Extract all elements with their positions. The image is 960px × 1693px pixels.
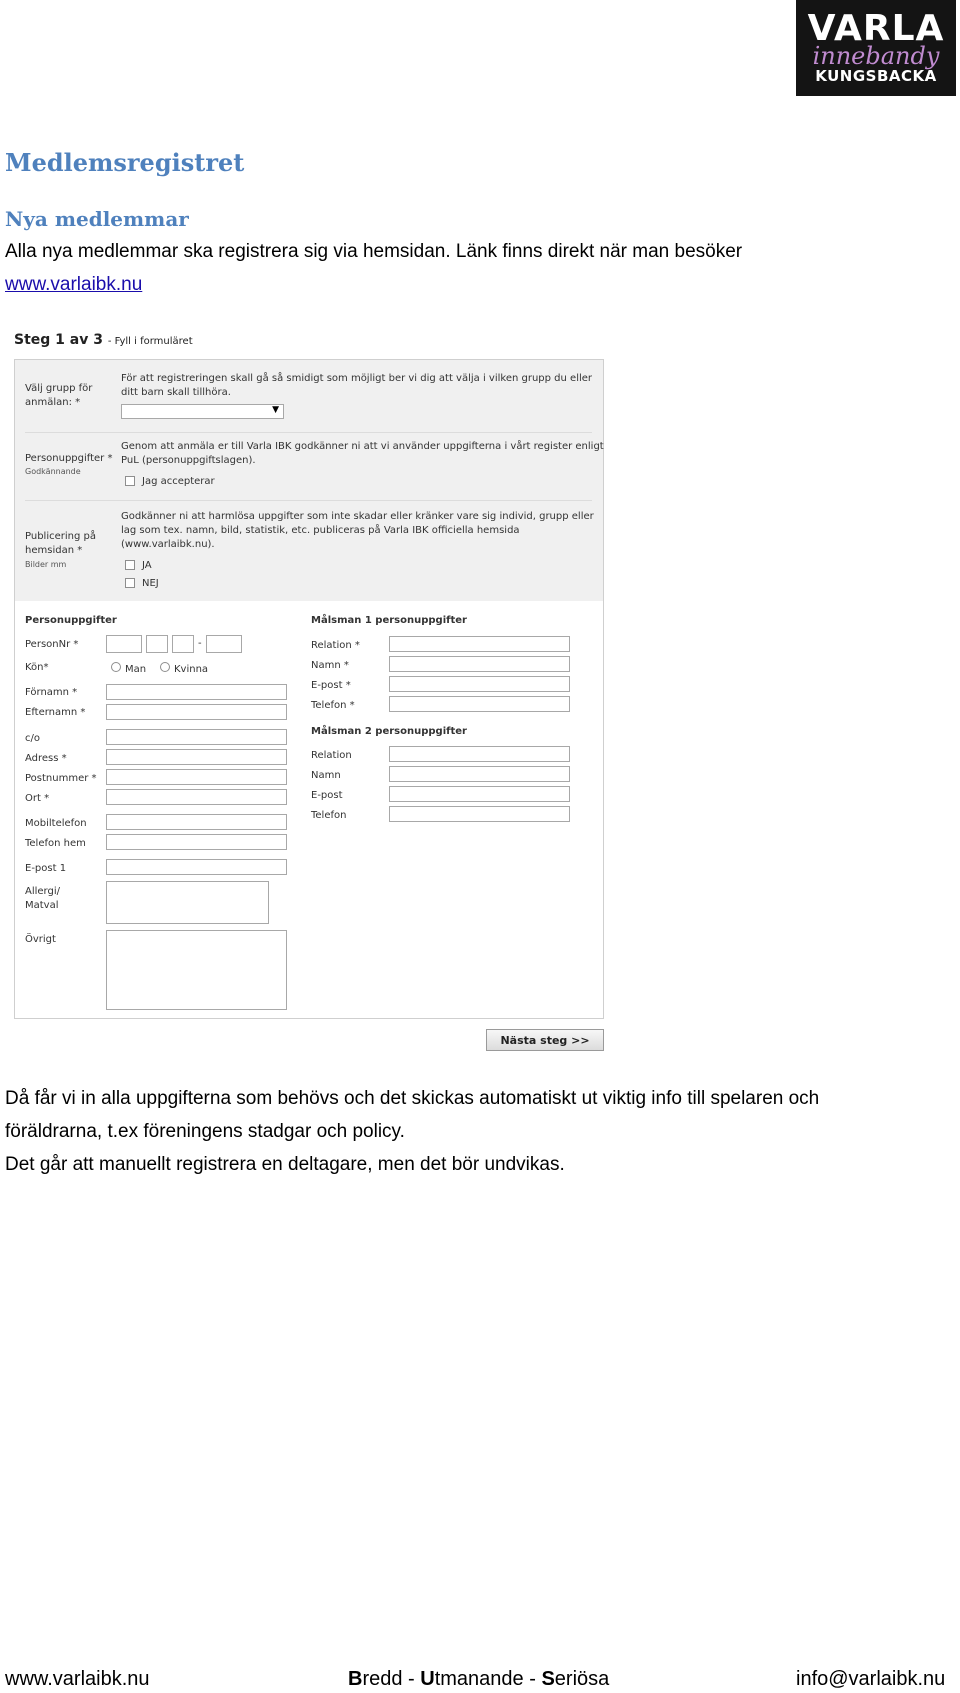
guardian2-phone-label: Telefon xyxy=(311,810,347,821)
gender-label: Kön* xyxy=(25,662,49,673)
footer-email: info@varlaibk.nu xyxy=(796,1668,946,1690)
postal-code-label: Postnummer * xyxy=(25,773,97,784)
gender-man-label: Man xyxy=(125,664,147,675)
email-input[interactable] xyxy=(106,859,287,875)
other-label: Övrigt xyxy=(25,934,56,945)
gender-woman-radio[interactable] xyxy=(160,662,170,672)
guardian1-name-input[interactable] xyxy=(389,656,570,672)
allergy-textarea[interactable] xyxy=(106,881,269,924)
pub-sublabel: Bilder mm xyxy=(25,560,67,569)
personnr-dash: - xyxy=(198,638,202,649)
allergy-label-2: Matval xyxy=(25,900,59,911)
postal-code-input[interactable] xyxy=(106,769,287,785)
address-label: Adress * xyxy=(25,753,67,764)
guardian1-phone-input[interactable] xyxy=(389,696,570,712)
co-label: c/o xyxy=(25,733,40,744)
divider xyxy=(25,432,592,433)
co-input[interactable] xyxy=(106,729,287,745)
guardian2-relation-label: Relation xyxy=(311,750,352,761)
group-label-2: anmälan: * xyxy=(25,397,81,408)
pub-label-1: Publicering på xyxy=(25,531,96,542)
guardian1-heading: Målsman 1 personuppgifter xyxy=(311,615,467,626)
logo-line-3: KUNGSBACKA xyxy=(815,67,937,85)
pub-yes-checkbox[interactable] xyxy=(125,560,135,570)
personal-heading: Personuppgifter xyxy=(25,615,117,626)
club-logo xyxy=(796,0,956,96)
other-textarea[interactable] xyxy=(106,930,287,1010)
phone-label: Telefon hem xyxy=(25,838,86,849)
guardian1-email-label: E-post * xyxy=(311,680,351,691)
allergy-label-1: Allergi/ xyxy=(25,886,60,897)
section-title: Nya medlemmar xyxy=(5,207,189,231)
group-select[interactable] xyxy=(121,404,284,419)
firstname-label: Förnamn * xyxy=(25,687,78,698)
city-label: Ort * xyxy=(25,793,50,804)
guardian2-name-label: Namn xyxy=(311,770,341,781)
pu-text-1: Genom att anmäla er till Varla IBK godkänner ni att vi använder uppgifterna i vårt register enligt xyxy=(121,441,604,452)
personnr-input-1[interactable] xyxy=(106,635,142,653)
intro-text: Alla nya medlemmar ska registrera sig via hemsidan. Länk finns direkt när man besöker xyxy=(5,241,743,262)
body-line-2: föräldrarna, t.ex föreningens stadgar och policy. xyxy=(5,1121,405,1142)
personnr-input-3[interactable] xyxy=(172,635,194,653)
body-line-3: Det går att manuellt registrera en deltagare, men det bör undvikas. xyxy=(5,1154,565,1175)
personnr-label: PersonNr * xyxy=(25,639,79,650)
footer-website: www.varlaibk.nu xyxy=(5,1668,150,1690)
pub-no-label: NEJ xyxy=(142,578,159,589)
personnr-input-4[interactable] xyxy=(206,635,242,653)
logo-line-2: innebandy xyxy=(812,42,940,70)
slogan-word-1: redd - xyxy=(362,1668,421,1690)
city-input[interactable] xyxy=(106,789,287,805)
guardian2-name-input[interactable] xyxy=(389,766,570,782)
logo-line-1: VARLA xyxy=(807,8,945,49)
guardian2-relation-input[interactable] xyxy=(389,746,570,762)
page-title: Medlemsregistret xyxy=(5,148,245,177)
pub-no-checkbox[interactable] xyxy=(125,578,135,588)
pub-text-3: (www.varlaibk.nu). xyxy=(121,539,215,550)
pu-text-2: PuL (personuppgiftslagen). xyxy=(121,455,256,466)
divider xyxy=(25,500,592,501)
guardian2-email-input[interactable] xyxy=(389,786,570,802)
guardian2-email-label: E-post xyxy=(311,790,343,801)
guardian1-relation-label: Relation * xyxy=(311,640,360,651)
chevron-down-icon: ▼ xyxy=(272,405,279,415)
body-line-1: Då får vi in alla uppgifterna som behövs och det skickas automatiskt ut viktig info till spelaren och xyxy=(5,1088,820,1109)
slogan-initial-u: U xyxy=(420,1668,435,1690)
step-title xyxy=(14,332,193,348)
slogan-word-2: tmanande - xyxy=(434,1668,542,1690)
pub-text-1: Godkänner ni att harmlösa uppgifter som inte skadar eller kränker vare sig individ, grupp eller xyxy=(121,511,594,522)
pu-sublabel: Godkännande xyxy=(25,467,81,476)
step-title-main: Steg 1 av 3 xyxy=(14,332,103,348)
lastname-input[interactable] xyxy=(106,704,287,720)
group-text-2: ditt barn skall tillhöra. xyxy=(121,387,231,398)
gender-woman-label: Kvinna xyxy=(174,664,209,675)
slogan-initial-b: B xyxy=(348,1668,363,1690)
mobile-label: Mobiltelefon xyxy=(25,818,87,829)
accept-checkbox[interactable] xyxy=(125,476,135,486)
guardian1-name-label: Namn * xyxy=(311,660,349,671)
next-step-button[interactable]: Nästa steg >> xyxy=(486,1029,604,1051)
pub-text-2: lag som tex. namn, bild, statistik, etc. publiceras på Varla IBK officiella hemsida xyxy=(121,525,520,536)
guardian1-relation-input[interactable] xyxy=(389,636,570,652)
group-label-1: Välj grupp för xyxy=(25,383,93,394)
lastname-label: Efternamn * xyxy=(25,707,86,718)
step-title-sub: - Fyll i formuläret xyxy=(107,336,193,347)
address-input[interactable] xyxy=(106,749,287,765)
email-label: E-post 1 xyxy=(25,863,67,874)
firstname-input[interactable] xyxy=(106,684,287,700)
group-text-1: För att registreringen skall gå så smidigt som möjligt ber vi dig att välja i vilken grupp du eller xyxy=(121,373,593,384)
phone-input[interactable] xyxy=(106,834,287,850)
mobile-input[interactable] xyxy=(106,814,287,830)
guardian1-phone-label: Telefon * xyxy=(311,700,355,711)
guardian2-heading: Målsman 2 personuppgifter xyxy=(311,726,467,737)
slogan-initial-s: S xyxy=(541,1668,555,1690)
pub-label-2: hemsidan * xyxy=(25,545,83,556)
gender-man-radio[interactable] xyxy=(111,662,121,672)
pu-label: Personuppgifter * xyxy=(25,453,113,464)
guardian2-phone-input[interactable] xyxy=(389,806,570,822)
footer-slogan xyxy=(348,1668,609,1691)
website-link[interactable]: www.varlaibk.nu xyxy=(5,274,143,295)
accept-label: Jag accepterar xyxy=(142,476,215,487)
guardian1-email-input[interactable] xyxy=(389,676,570,692)
pub-yes-label: JA xyxy=(142,560,152,571)
slogan-word-3: eriösa xyxy=(554,1668,610,1690)
personnr-input-2[interactable] xyxy=(146,635,168,653)
